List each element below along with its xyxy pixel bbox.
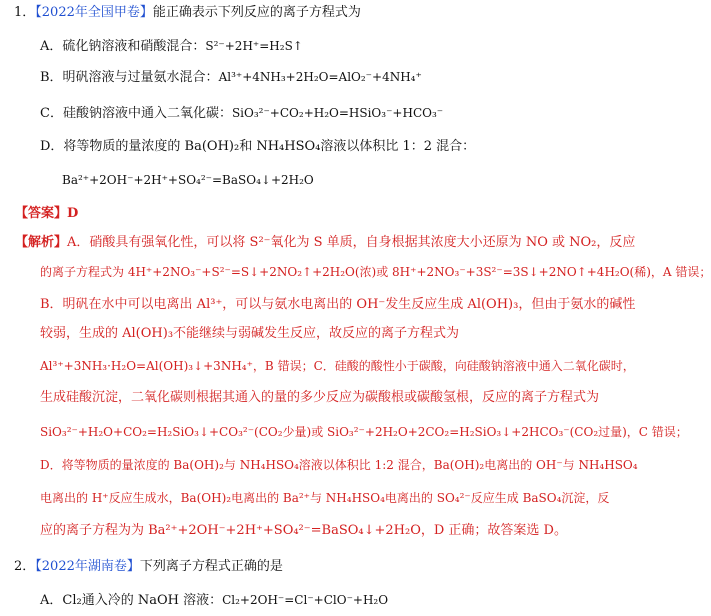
option-equation: SiO₃²⁻+CO₂+H₂O=HSiO₃⁻+HCO₃⁻ bbox=[231, 106, 444, 120]
analysis-line-4: 较弱，生成的 Al(OH)₃不能继续与弱碱发生反应，故反应的离子方程式为 bbox=[40, 326, 460, 341]
question-number: 1． bbox=[14, 5, 36, 20]
option-equation: Cl₂+2OH⁻=Cl⁻+ClO⁻+H₂O bbox=[222, 593, 389, 607]
analysis-line-10: 应的离子方程为为 Ba²⁺+2OH⁻+2H⁺+SO₄²⁻=BaSO₄↓+2H₂O，D 正确；故答案选 D。 bbox=[40, 523, 567, 538]
question-number: 2． bbox=[14, 559, 36, 574]
option-equation: S²⁻+2H⁺=H₂S↑ bbox=[205, 39, 303, 53]
analysis-line-9: 电离出的 H⁺反应生成水，Ba(OH)₂电离出的 Ba²⁺与 NH₄HSO₄电离出的 SO₄²⁻反应生成 BaSO₄沉淀，反 bbox=[40, 491, 610, 505]
analysis-line-3: B．明矾在水中可以电离出 Al³⁺，可以与氨水电离出的 OH⁻发生反应生成 Al(OH)₃，但由于氨水的碱性 bbox=[40, 297, 636, 312]
answer-line bbox=[15, 206, 78, 222]
analysis-line-1 bbox=[15, 235, 635, 251]
analysis-text: A．硝酸具有强氧化性，可以将 S²⁻氧化为 S 单质，自身根据其浓度大小还原为 NO 或 NO₂，反应 bbox=[67, 235, 636, 250]
option-label: A．硫化钠溶液和硝酸混合： bbox=[40, 39, 206, 54]
option-equation: Al³⁺+4NH₃+2H₂O=AlO₂⁻+4NH₄⁺ bbox=[218, 70, 422, 84]
option-d bbox=[40, 139, 475, 155]
question-text: 能正确表示下列反应的离子方程式为 bbox=[152, 5, 361, 20]
analysis-line-2: 的离子方程式为 4H⁺+2NO₃⁻+S²⁻=S↓+2NO₂↑+2H₂O(浓)或 8H⁺+2NO₃⁻+3S²⁻=3S↓+2NO↑+4H₂O(稀)，A 错误； bbox=[40, 265, 711, 279]
option-label: D．将等物质的量浓度的 Ba(OH)₂和 NH₄HSO₄溶液以体积比 1：2 混合： bbox=[40, 139, 476, 154]
analysis-line-7: SiO₃²⁻+H₂O+CO₂=H₂SiO₃↓+CO₃²⁻(CO₂少量)或 SiO₃²⁻+2H₂O+2CO₂=H₂SiO₃↓+2HCO₃⁻(CO₂过量)，C 错误； bbox=[40, 425, 688, 439]
option-label: B．明矾溶液与过量氨水混合： bbox=[40, 70, 219, 85]
question-2-option-a bbox=[40, 592, 388, 609]
analysis-line-6: 生成硅酸沉淀，二氧化碳则根据其通入的量的多少反应为碳酸根或碳酸氢根，反应的离子方程式为 bbox=[40, 390, 600, 405]
option-label: A．Cl₂通入冷的 NaOH 溶液： bbox=[40, 593, 223, 608]
option-label: C．硅酸钠溶液中通入二氧化碳： bbox=[40, 106, 232, 121]
source-tag: 【2022年湖南卷】 bbox=[35, 559, 140, 574]
answer-value: D bbox=[67, 206, 79, 221]
answer-tag: 【答案】 bbox=[15, 206, 68, 221]
analysis-tag: 【解析】 bbox=[15, 235, 68, 250]
option-a bbox=[40, 38, 303, 55]
analysis-line-5: Al³⁺+3NH₃·H₂O=Al(OH)₃↓+3NH₄⁺，B 错误；C．硅酸的酸性小于碳酸，向硅酸钠溶液中通入二氧化碳时， bbox=[40, 359, 635, 373]
option-d-equation: Ba²⁺+2OH⁻+2H⁺+SO₄²⁻=BaSO₄↓+2H₂O bbox=[62, 173, 314, 187]
option-b bbox=[40, 69, 422, 86]
question-2-stem bbox=[14, 559, 283, 575]
question-1-stem bbox=[14, 5, 361, 21]
option-c bbox=[40, 105, 443, 122]
source-tag: 【2022年全国甲卷】 bbox=[35, 5, 153, 20]
question-text: 下列离子方程式正确的是 bbox=[139, 559, 283, 574]
analysis-line-8: D．将等物质的量浓度的 Ba(OH)₂与 NH₄HSO₄溶液以体积比 1:2 混合，Ba(OH)₂电离出的 OH⁻与 NH₄HSO₄ bbox=[40, 458, 638, 472]
